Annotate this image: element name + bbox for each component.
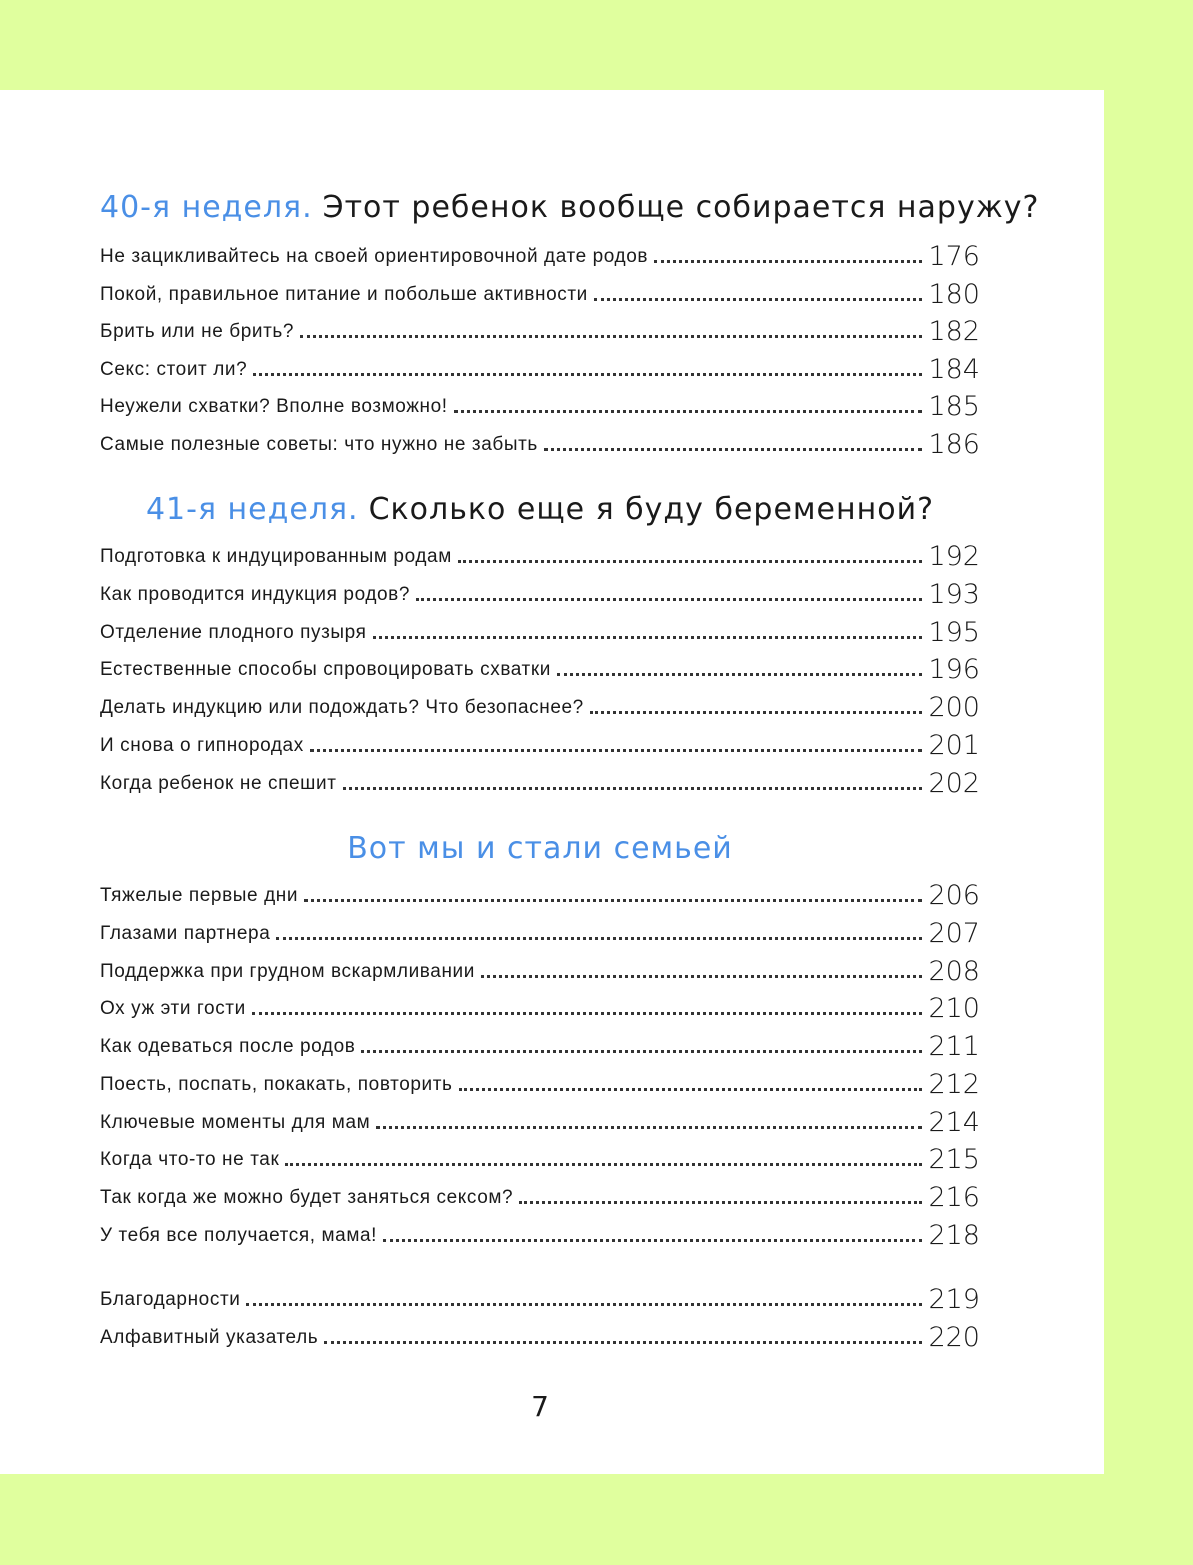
toc-entry-label: Подготовка к индуцированным родам xyxy=(100,546,452,567)
toc-entry-page: 215 xyxy=(928,1144,980,1175)
toc-entry[interactable] xyxy=(100,610,980,648)
toc-entry[interactable] xyxy=(100,272,980,310)
toc-entry[interactable] xyxy=(100,873,980,911)
toc-entry-page: 216 xyxy=(928,1182,980,1213)
section-heading xyxy=(100,492,980,527)
toc-entry-label: Так когда же можно будет заняться сексом? xyxy=(100,1187,514,1208)
toc-entry-page: 195 xyxy=(928,617,980,648)
toc-entry[interactable] xyxy=(100,1277,980,1315)
section-week-label: 40-я неделя. xyxy=(100,190,313,225)
toc-entry-page: 208 xyxy=(928,956,980,987)
toc-entry-page: 182 xyxy=(928,316,980,347)
section-title-text: Этот ребенок вообще собирается наружу? xyxy=(322,190,1040,225)
section-heading xyxy=(100,190,1040,225)
toc-entry-page: 219 xyxy=(928,1284,980,1315)
section-week-label: 41-я неделя. xyxy=(145,492,359,527)
toc-entry-label: Делать индукцию или подождать? Что безопаснее? xyxy=(100,697,584,718)
toc-entry-page: 212 xyxy=(928,1069,980,1100)
dot-leader xyxy=(310,749,923,752)
toc-entry-label: Алфавитный указатель xyxy=(100,1327,319,1348)
dot-leader xyxy=(253,373,922,376)
section-title-text: Сколько еще я буду беременной? xyxy=(368,492,935,527)
toc-entry[interactable] xyxy=(100,911,980,949)
toc-entry-label: Поесть, поспать, покакать, повторить xyxy=(100,1074,453,1095)
dot-leader xyxy=(383,1239,922,1242)
toc-entry[interactable] xyxy=(100,685,980,723)
dot-leader xyxy=(304,899,922,902)
toc-entry[interactable] xyxy=(100,1100,980,1138)
dot-leader xyxy=(481,975,922,978)
toc-entry-label: Когда ребенок не спешит xyxy=(100,773,337,794)
toc-entry[interactable] xyxy=(100,1137,980,1175)
section-title-text: Вот мы и стали семьей xyxy=(347,831,733,866)
toc-entry-label: Естественные способы спровоцировать схватки xyxy=(100,659,551,680)
toc-entry[interactable] xyxy=(100,949,980,987)
toc-entry-label: Глазами партнера xyxy=(100,923,271,944)
dot-leader xyxy=(557,673,922,676)
dot-leader xyxy=(544,448,923,451)
toc-entry-label: Брить или не брить? xyxy=(100,321,295,342)
dot-leader xyxy=(590,711,923,714)
dot-leader xyxy=(324,1341,922,1344)
toc-entry[interactable] xyxy=(100,347,980,385)
toc-entry-page: 207 xyxy=(928,918,980,949)
toc-entry[interactable] xyxy=(100,572,980,610)
toc-entry-label: Как одеваться после родов xyxy=(100,1036,356,1057)
dot-leader xyxy=(246,1303,922,1306)
dot-leader xyxy=(594,298,923,301)
toc-entry[interactable] xyxy=(100,761,980,799)
toc-entry-page: 220 xyxy=(928,1322,980,1353)
toc-entry-page: 201 xyxy=(928,730,980,761)
toc-entry-page: 200 xyxy=(928,692,980,723)
dot-leader xyxy=(376,1126,922,1129)
toc-entry-page: 196 xyxy=(928,654,980,685)
dot-leader xyxy=(519,1201,922,1204)
toc-entry-label: Тяжелые первые дни xyxy=(100,885,299,906)
dot-leader xyxy=(343,787,923,790)
toc-entry[interactable] xyxy=(100,1024,980,1062)
toc-entry-label: Секс: стоит ли? xyxy=(100,359,248,380)
dot-leader xyxy=(373,636,923,639)
toc-entry[interactable] xyxy=(100,1213,980,1251)
toc-entry-page: 211 xyxy=(928,1031,980,1062)
dot-leader xyxy=(285,1163,922,1166)
dot-leader xyxy=(300,335,922,338)
toc-entry-page: 176 xyxy=(928,241,980,272)
toc-entry[interactable] xyxy=(100,422,980,460)
toc-entry-page: 214 xyxy=(928,1107,980,1138)
dot-leader xyxy=(654,260,922,263)
toc-entry-label: Ох уж эти гости xyxy=(100,998,246,1019)
book-page xyxy=(0,90,1104,1474)
dot-leader xyxy=(454,410,923,413)
toc-entry-page: 193 xyxy=(928,579,980,610)
toc-entry-page: 192 xyxy=(928,541,980,572)
dot-leader xyxy=(458,560,923,563)
toc-entry-label: Отделение плодного пузыря xyxy=(100,622,367,643)
toc-entry-label: Поддержка при грудном вскармливании xyxy=(100,961,475,982)
toc-entry[interactable] xyxy=(100,1062,980,1100)
toc-entry-label: И снова о гипнородах xyxy=(100,735,304,756)
toc-entry-page: 210 xyxy=(928,993,980,1024)
toc-entry-page: 184 xyxy=(928,354,980,385)
toc-entry[interactable] xyxy=(100,723,980,761)
toc-entry-label: У тебя все получается, мама! xyxy=(100,1225,378,1246)
toc-entry-label: Неужели схватки? Вполне возможно! xyxy=(100,396,448,417)
toc-entry-label: Не зацикливайтесь на своей ориентировочной дате родов xyxy=(100,246,649,267)
dot-leader xyxy=(416,598,922,601)
toc-entry[interactable] xyxy=(100,647,980,685)
dot-leader xyxy=(361,1050,922,1053)
toc-entry-label: Когда что-то не так xyxy=(100,1149,280,1170)
toc-entry-label: Как проводится индукция родов? xyxy=(100,584,411,605)
toc-entry-label: Ключевые моменты для мам xyxy=(100,1112,371,1133)
toc-entry[interactable] xyxy=(100,534,980,572)
toc-entry-label: Покой, правильное питание и побольше активности xyxy=(100,284,588,305)
page-number: 7 xyxy=(531,1390,549,1423)
dot-leader xyxy=(276,937,922,940)
toc-entry-page: 186 xyxy=(928,429,980,460)
toc-entry-page: 202 xyxy=(928,768,980,799)
toc-entry-label: Самые полезные советы: что нужно не забыть xyxy=(100,434,538,455)
toc-entry-page: 180 xyxy=(928,279,980,310)
toc-entry-page: 218 xyxy=(928,1220,980,1251)
toc-entry[interactable] xyxy=(100,234,980,272)
toc-entry-label: Благодарности xyxy=(100,1289,241,1310)
toc-entry-page: 185 xyxy=(928,391,980,422)
toc-entry-page: 206 xyxy=(928,880,980,911)
toc-entry[interactable] xyxy=(100,1315,980,1353)
toc-entry[interactable] xyxy=(100,986,980,1024)
toc-entry[interactable] xyxy=(100,309,980,347)
toc-entry[interactable] xyxy=(100,384,980,422)
toc-entry[interactable] xyxy=(100,1175,980,1213)
dot-leader xyxy=(252,1012,923,1015)
dot-leader xyxy=(459,1088,923,1091)
section-heading xyxy=(100,831,980,866)
